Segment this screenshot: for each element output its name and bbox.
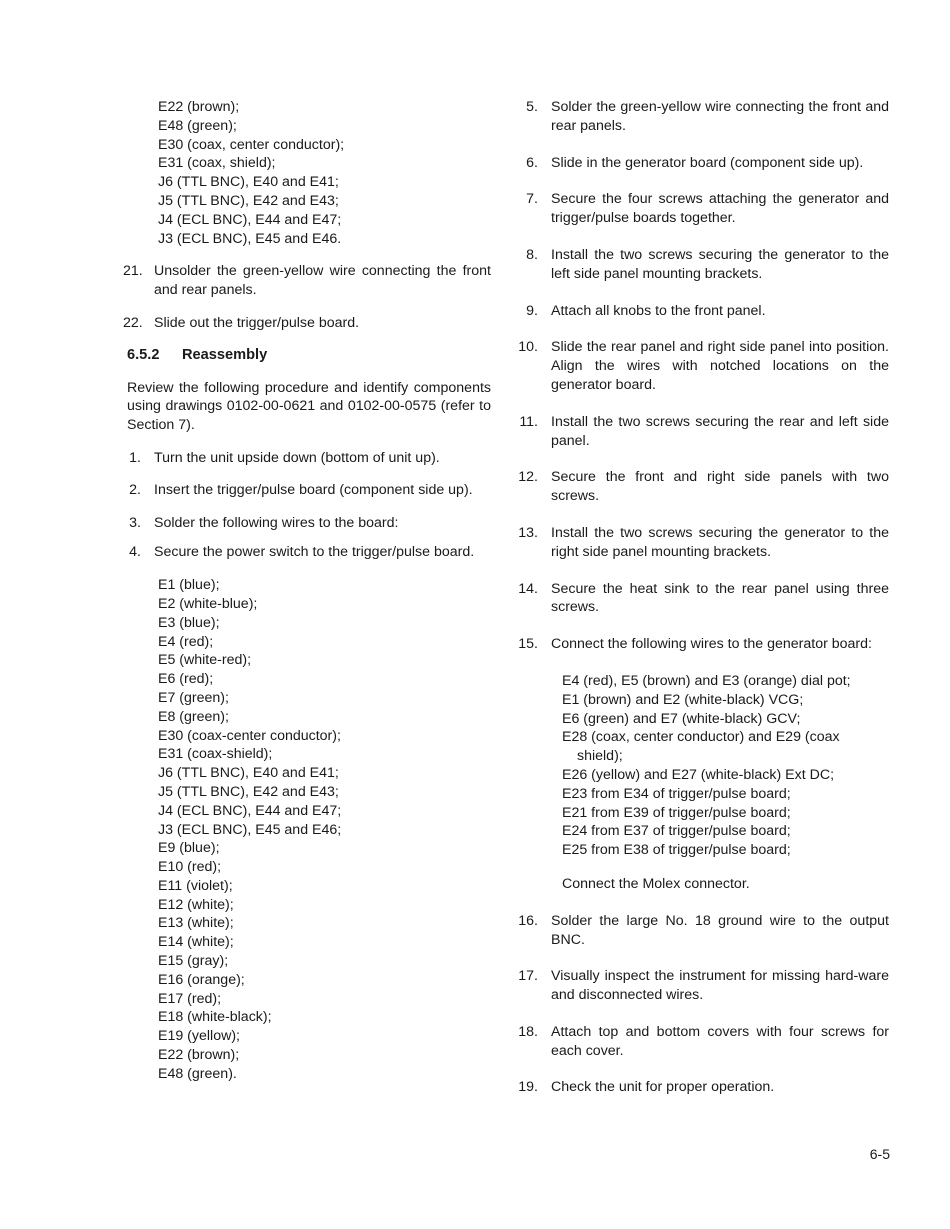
list-item: E48 (green); xyxy=(158,117,237,134)
continued-wire-list xyxy=(127,98,491,248)
step-number: 15. xyxy=(518,636,538,653)
step-text: Secure the four screws attaching the generator and trigger/pulse boards together. xyxy=(551,191,889,227)
list-item: E30 (coax-center conductor); xyxy=(158,727,341,744)
list-item: E22 (brown); xyxy=(158,1047,240,1064)
step-4 xyxy=(127,543,491,562)
left-column xyxy=(123,98,491,1084)
step-number: 11. xyxy=(519,413,538,430)
list-item: E2 (white-blue); xyxy=(158,595,258,612)
step-21 xyxy=(123,262,491,300)
list-item: E9 (blue); xyxy=(158,840,220,857)
list-item: E21 from E39 of trigger/pulse board; xyxy=(562,804,791,821)
list-item: J4 (ECL BNC), E44 and E47; xyxy=(158,211,342,228)
step-text: Secure the heat sink to the rear panel using three screws. xyxy=(551,580,889,616)
list-item: E12 (white); xyxy=(158,896,234,913)
step-3 xyxy=(127,514,491,533)
step-text: Connect the following wires to the generator board: xyxy=(551,636,872,653)
list-item: E18 (white-black); xyxy=(158,1009,272,1026)
step-8 xyxy=(520,246,889,284)
list-item: E4 (red), E5 (brown) and E3 (orange) dial pot; xyxy=(562,672,851,689)
list-item: E3 (blue); xyxy=(158,614,220,631)
list-item: E24 from E37 of trigger/pulse board; xyxy=(562,823,791,840)
step-5 xyxy=(520,98,889,136)
list-item: E13 (white); xyxy=(158,915,234,932)
step-15 xyxy=(520,635,889,654)
list-item: E19 (yellow); xyxy=(158,1028,241,1045)
step-text: Install the two screws securing the rear and left side panel. xyxy=(551,413,889,449)
list-item: E23 from E34 of trigger/pulse board; xyxy=(562,785,791,802)
step-11 xyxy=(520,413,889,451)
step-text: Insert the trigger/pulse board (component side up). xyxy=(154,481,473,498)
list-item: E6 (green) and E7 (white-black) GCV; xyxy=(562,710,801,727)
step-number: 17. xyxy=(518,968,538,985)
list-item: E8 (green); xyxy=(158,708,229,725)
step-text: Solder the large No. 18 ground wire to the output BNC. xyxy=(551,912,889,948)
step-number: 2. xyxy=(129,481,141,498)
step-text: Install the two screws securing the generator to the right side panel mounting brackets. xyxy=(551,524,889,560)
list-item: E25 from E38 of trigger/pulse board; xyxy=(562,842,791,859)
step-text: Slide out the trigger/pulse board. xyxy=(154,314,360,331)
step-number: 9. xyxy=(526,302,538,319)
molex-instruction: Connect the Molex connector. xyxy=(562,875,750,892)
step-text: Check the unit for proper operation. xyxy=(551,1079,775,1096)
step-number: 14. xyxy=(518,580,538,597)
generator-wire-list xyxy=(520,672,889,860)
step-12 xyxy=(520,468,889,506)
section-number: 6.5.2 xyxy=(127,346,160,363)
list-item: E30 (coax, center conductor); xyxy=(158,136,345,153)
list-item: E7 (green); xyxy=(158,689,229,706)
list-item: E10 (red); xyxy=(158,859,222,876)
list-item: J6 (TTL BNC), E40 and E41; xyxy=(158,765,339,782)
step-text: Secure the front and right side panels with two screws. xyxy=(551,469,889,505)
list-item: J3 (ECL BNC), E45 and E46; xyxy=(158,821,342,838)
step-text: Slide in the generator board (component side up). xyxy=(551,154,864,171)
step-text: Attach top and bottom covers with four screws for each cover. xyxy=(551,1023,889,1059)
step-text: Solder the green-yellow wire connecting the front and rear panels. xyxy=(551,99,889,134)
step-number: 5. xyxy=(526,99,538,115)
page-number: 6-5 xyxy=(869,1146,890,1162)
step-19 xyxy=(520,1078,889,1097)
step-2 xyxy=(127,481,491,500)
intro-paragraph: Review the following procedure and identify components using drawings 0102-00-0621 and 0102-00-0575 (refer to Section 7). xyxy=(127,379,491,434)
list-item: J5 (TTL BNC), E42 and E43; xyxy=(158,192,339,209)
step-10 xyxy=(520,338,889,394)
step-6 xyxy=(520,154,889,173)
step-number: 7. xyxy=(526,191,538,208)
step-number: 4. xyxy=(129,544,141,561)
list-item: E6 (red); xyxy=(158,671,214,688)
step-text: Secure the power switch to the trigger/pulse board. xyxy=(154,544,475,561)
step-text: Install the two screws securing the generator to the left side panel mounting brackets. xyxy=(551,246,889,282)
step-text: Turn the unit upside down (bottom of unit up). xyxy=(154,449,440,466)
list-item: E26 (yellow) and E27 (white-black) Ext DC; xyxy=(562,766,835,783)
step-text: Solder the following wires to the board: xyxy=(154,514,399,531)
step-number: 13. xyxy=(518,524,538,541)
step-number: 12. xyxy=(518,469,538,486)
list-item: J6 (TTL BNC), E40 and E41; xyxy=(158,174,339,191)
section-heading xyxy=(127,346,491,365)
list-item: E28 (coax, center conductor) and E29 (coax xyxy=(562,729,840,746)
list-item: E1 (brown) and E2 (white-black) VCG; xyxy=(562,691,804,708)
list-item: E14 (white); xyxy=(158,934,234,951)
step-22 xyxy=(123,314,491,333)
list-item: E31 (coax, shield); xyxy=(158,155,276,172)
step-number: 1. xyxy=(129,449,141,466)
step-text: Slide the rear panel and right side panel into position. Align the wires with notched locations on the generator board. xyxy=(551,339,889,393)
solder-wire-list xyxy=(127,576,491,1084)
step-number: 21. xyxy=(123,263,143,280)
step-18 xyxy=(520,1023,889,1061)
step-number: 19. xyxy=(518,1079,538,1096)
list-item: E11 (violet); xyxy=(158,877,233,894)
step-text: Visually inspect the instrument for missing hard-ware and disconnected wires. xyxy=(551,968,889,1004)
step-number: 3. xyxy=(129,514,141,531)
list-item: J3 (ECL BNC), E45 and E46. xyxy=(158,230,342,247)
step-16 xyxy=(520,912,889,950)
list-item: shield); xyxy=(577,748,623,765)
list-item: E22 (brown); xyxy=(158,99,240,115)
step-9 xyxy=(520,302,889,321)
step-text: Unsolder the green-yellow wire connecting the front and rear panels. xyxy=(154,263,491,299)
list-item: E1 (blue); xyxy=(158,577,220,594)
list-item: E16 (orange); xyxy=(158,971,245,988)
list-item: J5 (TTL BNC), E42 and E43; xyxy=(158,783,339,800)
step-number: 10. xyxy=(518,339,538,356)
list-item: E17 (red); xyxy=(158,990,222,1007)
step-number: 8. xyxy=(526,246,538,263)
step-14 xyxy=(520,580,889,618)
list-item: J4 (ECL BNC), E44 and E47; xyxy=(158,802,342,819)
step-number: 22. xyxy=(123,314,143,331)
list-item: E5 (white-red); xyxy=(158,652,252,669)
list-item: E4 (red); xyxy=(158,633,214,650)
step-text: Attach all knobs to the front panel. xyxy=(551,302,766,319)
list-item: E48 (green). xyxy=(158,1065,237,1082)
step-1 xyxy=(127,449,491,468)
right-column xyxy=(520,98,889,1097)
step-number: 18. xyxy=(518,1023,538,1040)
step-7 xyxy=(520,190,889,228)
step-17 xyxy=(520,967,889,1005)
list-item: E15 (gray); xyxy=(158,953,229,970)
step-13 xyxy=(520,524,889,562)
step-number: 16. xyxy=(518,912,538,929)
section-title: Reassembly xyxy=(182,346,268,363)
list-item: E31 (coax-shield); xyxy=(158,746,273,763)
step-number: 6. xyxy=(526,154,538,171)
